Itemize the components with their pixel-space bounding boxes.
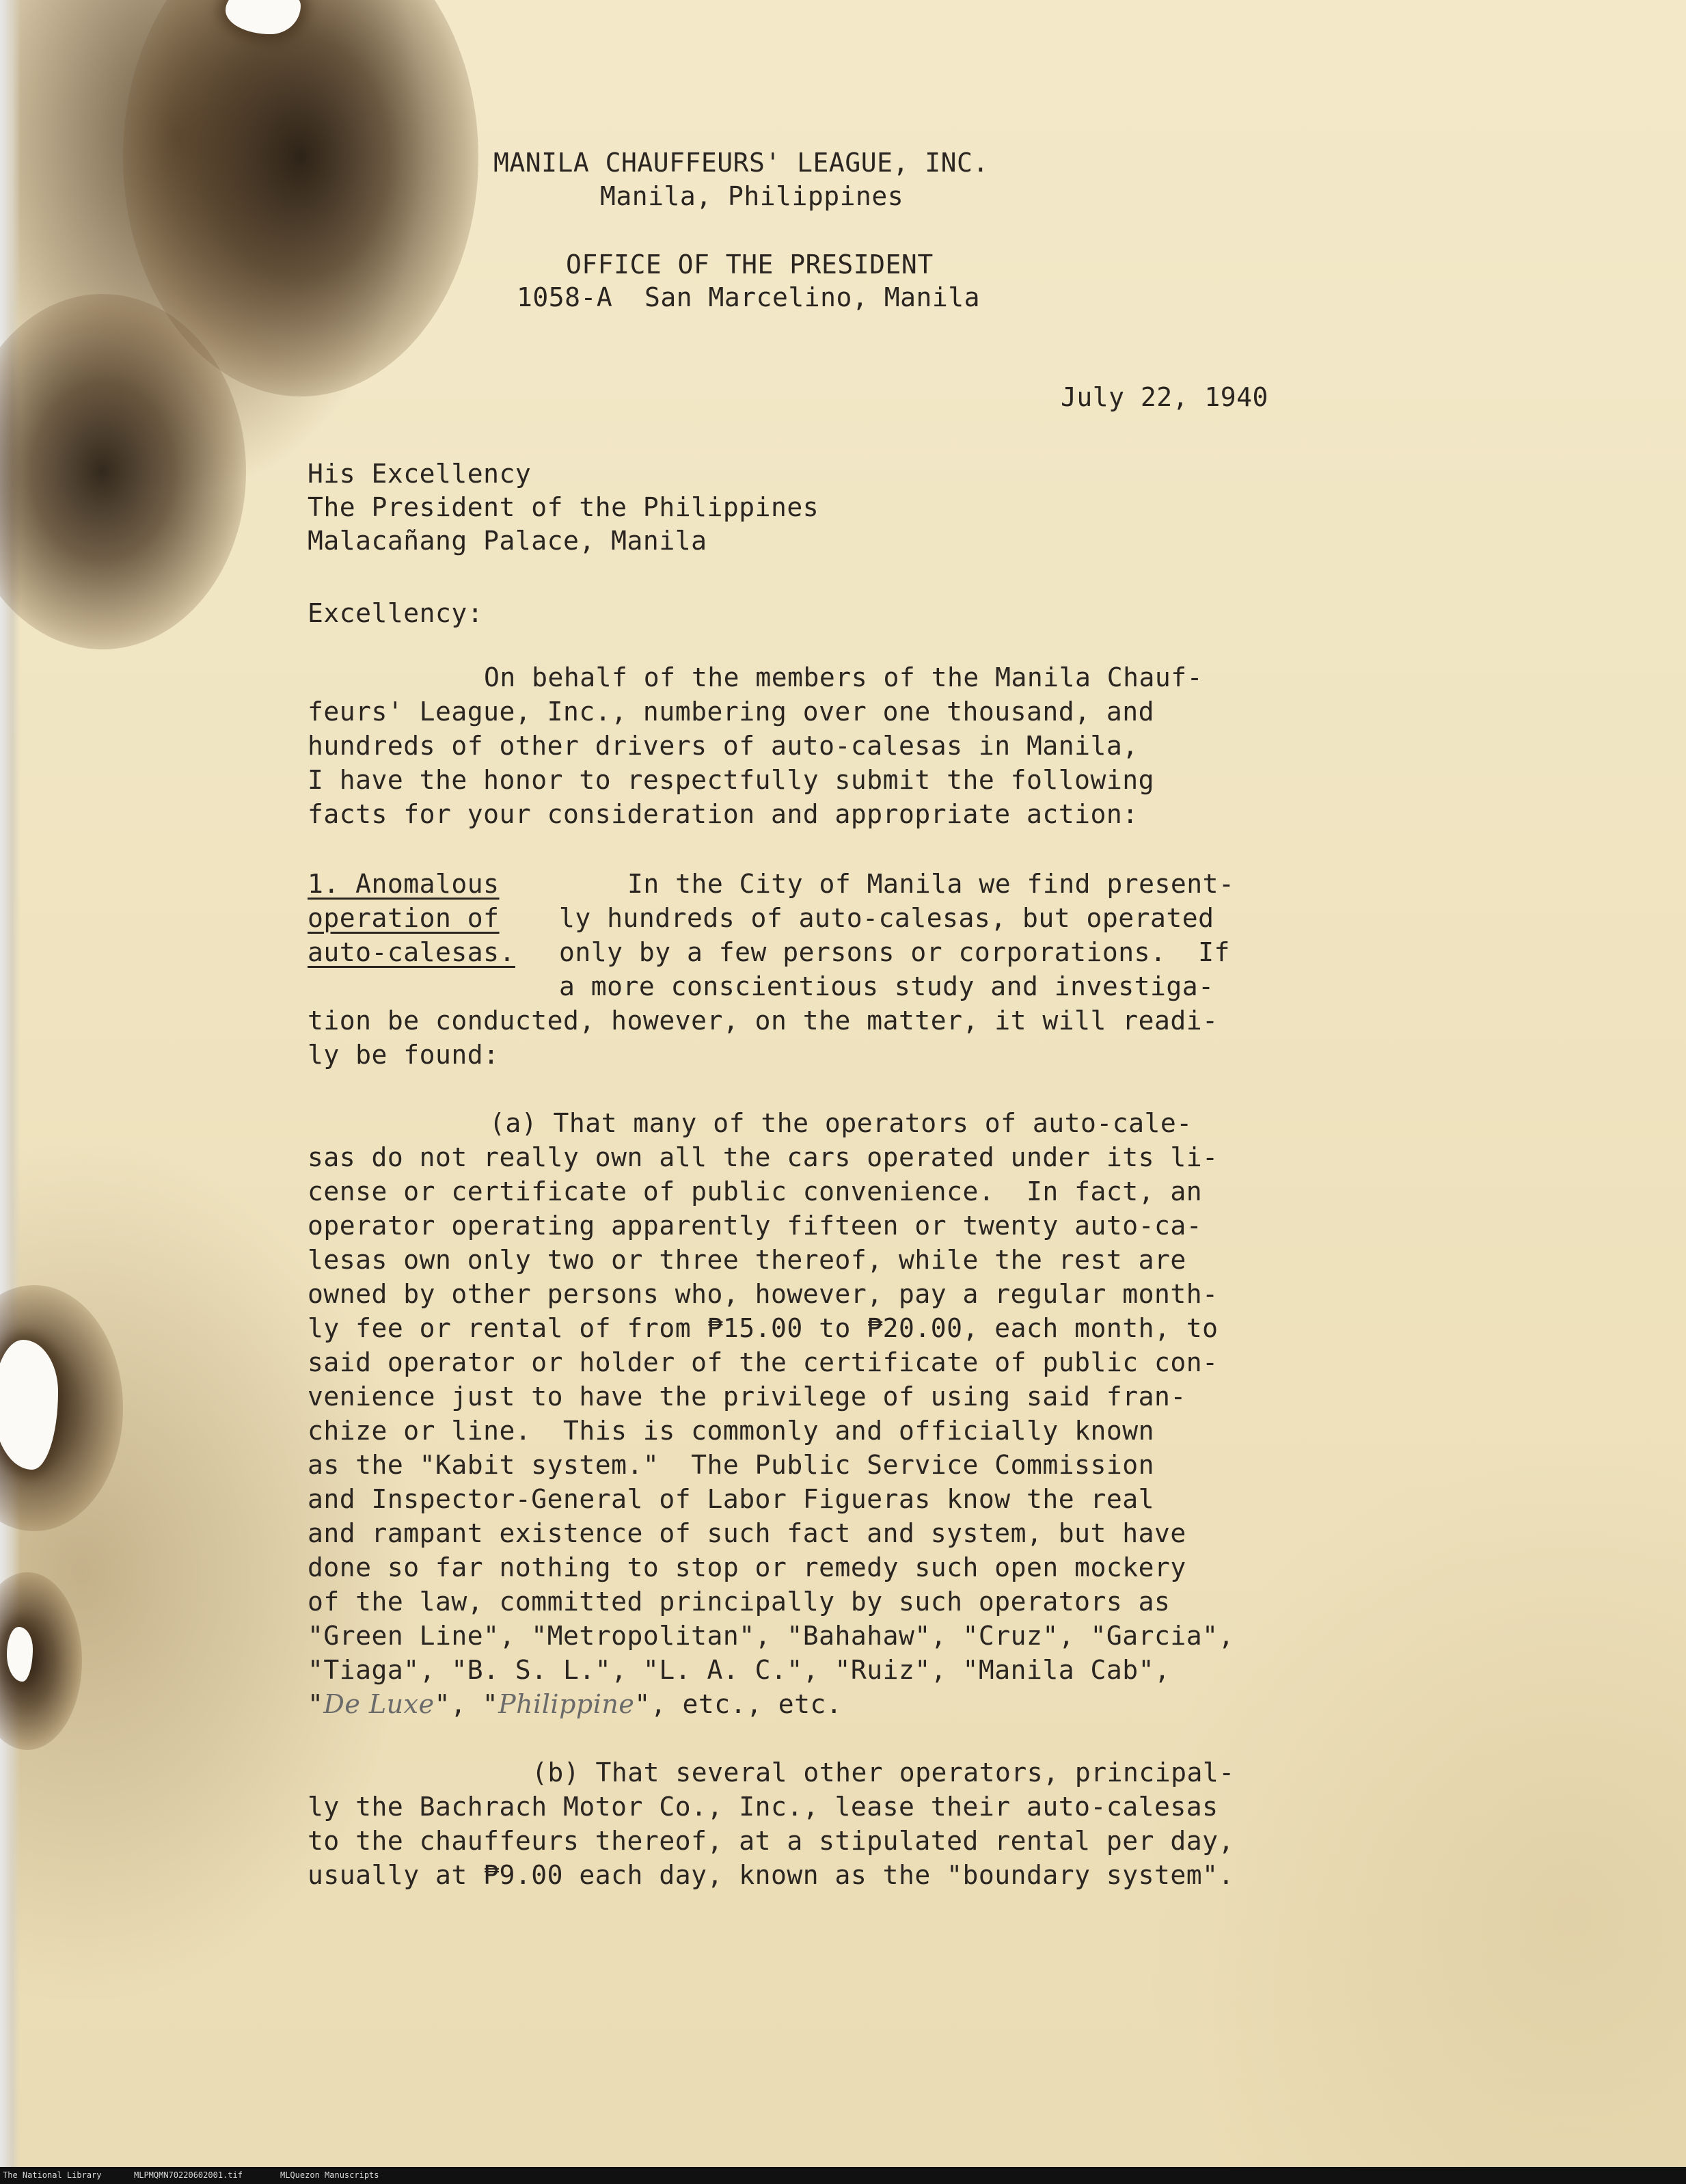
recipient-line: His Excellency (308, 459, 532, 489)
para-a-separator: ", " (434, 1689, 499, 1719)
para-a-line: ly fee or rental of from ₱15.00 to ₱20.00, each month, to (308, 1313, 1219, 1343)
section1-text-line: ly be found: (308, 1040, 500, 1070)
handwritten-philippine: Philippine (498, 1689, 635, 1719)
handwritten-de-luxe: De Luxe (323, 1689, 435, 1719)
para-a-last-line: "De Luxe", "Philippine", etc., etc. (308, 1689, 843, 1719)
para-a-line: "Green Line", "Metropolitan", "Bahahaw", "Cruz", "Garcia", (308, 1621, 1234, 1651)
section1-heading-line: 1. Anomalous (308, 869, 500, 899)
section1-text-line: a more conscientious study and investiga- (559, 971, 1214, 1001)
section1-text-line: only by a few persons or corporations. If (559, 937, 1230, 967)
section1-text-line: In the City of Manila we find present- (627, 869, 1235, 899)
para-a-line: cense or certificate of public convenience. In fact, an (308, 1176, 1203, 1206)
section1-heading-line: operation of (308, 903, 500, 933)
intro-line: hundreds of other drivers of auto-calesas in Manila, (308, 731, 1139, 761)
para-a-line: and rampant existence of such fact and system, but have (308, 1518, 1186, 1548)
section1-heading-line: auto-calesas. (308, 937, 515, 967)
recipient-line: The President of the Philippines (308, 492, 819, 522)
letterhead-address: 1058-A San Marcelino, Manila (517, 282, 980, 312)
intro-line: I have the honor to respectfully submit the following (308, 765, 1155, 795)
para-b-line: usually at ₱9.00 each day, known as the "boundary system". (308, 1860, 1234, 1890)
intro-line: On behalf of the members of the Manila Chauf- (484, 662, 1204, 692)
para-a-line: done so far nothing to stop or remedy such open mockery (308, 1552, 1186, 1582)
para-a-line: and Inspector-General of Labor Figueras know the real (308, 1484, 1155, 1514)
para-a-line: of the law, committed principally by such operators as (308, 1587, 1171, 1617)
section1-text-line: tion be conducted, however, on the matter, it will readi- (308, 1006, 1219, 1036)
para-a-line: said operator or holder of the certificate of public con- (308, 1347, 1219, 1377)
footer-library: The National Library (3, 2170, 102, 2180)
intro-line: feurs' League, Inc., numbering over one thousand, and (308, 697, 1155, 727)
scan-footer-bar (0, 2167, 1686, 2184)
section1-text-line: ly hundreds of auto-calesas, but operated (559, 903, 1214, 933)
letterhead-org: MANILA CHAUFFEURS' LEAGUE, INC. (493, 148, 989, 178)
footer-collection: MLQuezon Manuscripts (280, 2170, 379, 2180)
intro-line: facts for your consideration and appropriate action: (308, 799, 1139, 829)
para-a-line: (a) That many of the operators of auto-cale- (489, 1108, 1193, 1138)
footer-file: MLPMQMN70220602001.tif (134, 2170, 243, 2180)
letter-date: July 22, 1940 (1061, 382, 1268, 412)
para-a-line: venience just to have the privilege of using said fran- (308, 1381, 1186, 1412)
letterhead-office: OFFICE OF THE PRESIDENT (566, 250, 934, 280)
para-a-line: "Tiaga", "B. S. L.", "L. A. C.", "Ruiz", "Manila Cab", (308, 1655, 1171, 1685)
para-a-tail: ", etc., etc. (634, 1689, 843, 1719)
para-a-line: sas do not really own all the cars operated under its li- (308, 1142, 1219, 1172)
para-b-line: (b) That several other operators, principal- (532, 1757, 1235, 1788)
para-b-line: ly the Bachrach Motor Co., Inc., lease their auto-calesas (308, 1792, 1219, 1822)
para-b-line: to the chauffeurs thereof, at a stipulated rental per day, (308, 1826, 1234, 1856)
para-a-line: lesas own only two or three thereof, while the rest are (308, 1245, 1186, 1275)
para-a-line: chize or line. This is commonly and officially known (308, 1416, 1155, 1446)
burn-hole-lower (7, 1627, 33, 1682)
scan-edge (0, 0, 21, 2167)
para-a-line: operator operating apparently fifteen or twenty auto-ca- (308, 1211, 1203, 1241)
para-a-line: owned by other persons who, however, pay a regular month- (308, 1279, 1219, 1309)
para-a-line: as the "Kabit system." The Public Service Commission (308, 1450, 1155, 1480)
salutation: Excellency: (308, 598, 484, 628)
recipient-line: Malacañang Palace, Manila (308, 526, 707, 556)
letterhead-city: Manila, Philippines (600, 181, 904, 211)
